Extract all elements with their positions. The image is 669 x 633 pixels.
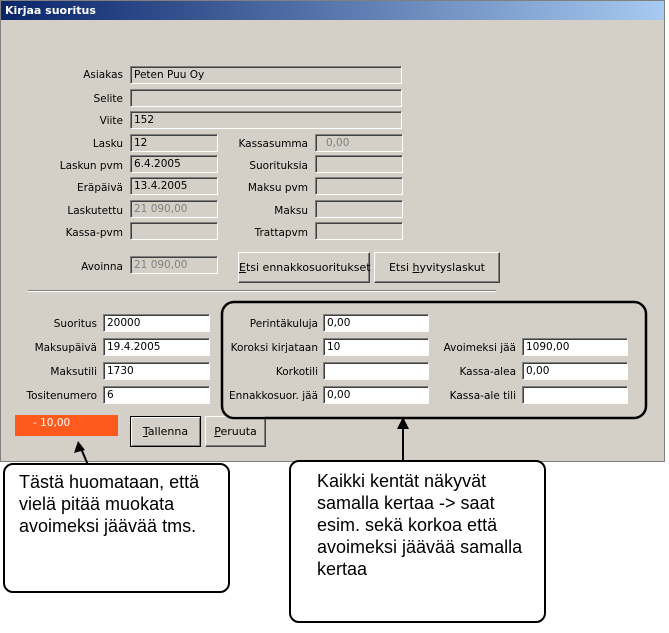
- search-advance-payments-label: tsi ennakkosuoritukset: [245, 261, 371, 274]
- perintakuluja-label: Perintäkuluja: [249, 318, 318, 330]
- avoinna-field: 21 090,00: [130, 256, 218, 274]
- viite-label: Viite: [99, 115, 123, 127]
- title-bar: Kirjaa suoritus: [1, 1, 664, 20]
- laskun-pvm-field: 6.4.2005: [130, 155, 218, 173]
- maksu-label: Maksu: [274, 205, 308, 217]
- kassasumma-field: 0,00: [315, 134, 403, 152]
- laskutettu-label: Laskutettu: [67, 205, 123, 217]
- tositenumero-input[interactable]: 6: [103, 386, 210, 404]
- search-credit-notes-label: yvityslaskut: [419, 261, 485, 274]
- kassa-alea-input[interactable]: 0,00: [522, 362, 628, 380]
- selite-label: Selite: [93, 93, 123, 105]
- ennakkosuor-jaa-input[interactable]: 0,00: [323, 386, 429, 404]
- kassa-ale-tili-label: Kassa-ale tili: [449, 390, 516, 402]
- save-hotkey: T: [142, 425, 148, 438]
- viite-field: 152: [130, 111, 402, 129]
- laskun-pvm-label: Laskun pvm: [59, 160, 123, 172]
- laskutettu-field: 21 090,00: [130, 200, 218, 218]
- koroksi-kirjataan-label: Koroksi kirjataan: [230, 342, 318, 354]
- search-credit-notes-hotkey: h: [412, 261, 420, 274]
- arrow-to-fields: [397, 417, 409, 460]
- erapaiva-label: Eräpäivä: [76, 182, 123, 194]
- maksupaiva-label: Maksupäivä: [34, 342, 97, 354]
- trattapvm-label: Trattapvm: [254, 227, 308, 239]
- asiakas-field: Peten Puu Oy: [130, 66, 402, 84]
- kassa-pvm-label: Kassa-pvm: [65, 227, 123, 239]
- suorituksia-label: Suorituksia: [249, 160, 308, 172]
- erapaiva-field: 13.4.2005: [130, 177, 218, 195]
- avoimeksi-jaa-label: Avoimeksi jää: [443, 342, 516, 354]
- lasku-field: 12: [130, 134, 218, 152]
- callout-left: Tästä huomataan, että vielä pitää muokata avoimeksi jäävää tms.: [3, 463, 230, 593]
- cancel-label: eruuta: [220, 425, 257, 438]
- maksupaiva-input[interactable]: 19.4.2005: [103, 338, 210, 356]
- callout-right: Kaikki kentät näkyvät samalla kertaa -> saat esim. sekä korkoa että avoimeksi jäävää samalla kertaa: [289, 460, 546, 623]
- avoinna-label: Avoinna: [81, 261, 123, 273]
- difference-indicator: - 10,00: [15, 415, 118, 436]
- maksutili-label: Maksutili: [50, 366, 97, 378]
- suoritus-label: Suoritus: [53, 318, 97, 330]
- tositenumero-label: Tositenumero: [26, 390, 97, 402]
- korkotili-label: Korkotili: [275, 366, 318, 378]
- kassa-alea-label: Kassa-alea: [459, 366, 516, 378]
- kassasumma-label: Kassasumma: [238, 138, 308, 150]
- arrow-to-difference: [74, 441, 88, 465]
- annotation-highlight-box: [222, 302, 646, 418]
- suoritus-input[interactable]: 20000: [103, 314, 210, 332]
- search-advance-payments-hotkey: E: [239, 261, 246, 274]
- asiakas-label: Asiakas: [83, 69, 123, 81]
- cancel-hotkey: P: [214, 425, 221, 438]
- lasku-label: Lasku: [92, 138, 123, 150]
- search-credit-notes-prefix: Etsi: [388, 261, 413, 274]
- ennakkosuor-jaa-label: Ennakkosuor. jää: [229, 390, 318, 402]
- perintakuluja-input[interactable]: 0,00: [323, 314, 429, 332]
- maksutili-input[interactable]: 1730: [103, 362, 210, 380]
- maksu-pvm-label: Maksu pvm: [247, 182, 308, 194]
- avoimeksi-jaa-input[interactable]: 1090,00: [522, 338, 628, 356]
- koroksi-kirjataan-input[interactable]: 10: [323, 338, 429, 356]
- save-label: allenna: [147, 425, 189, 438]
